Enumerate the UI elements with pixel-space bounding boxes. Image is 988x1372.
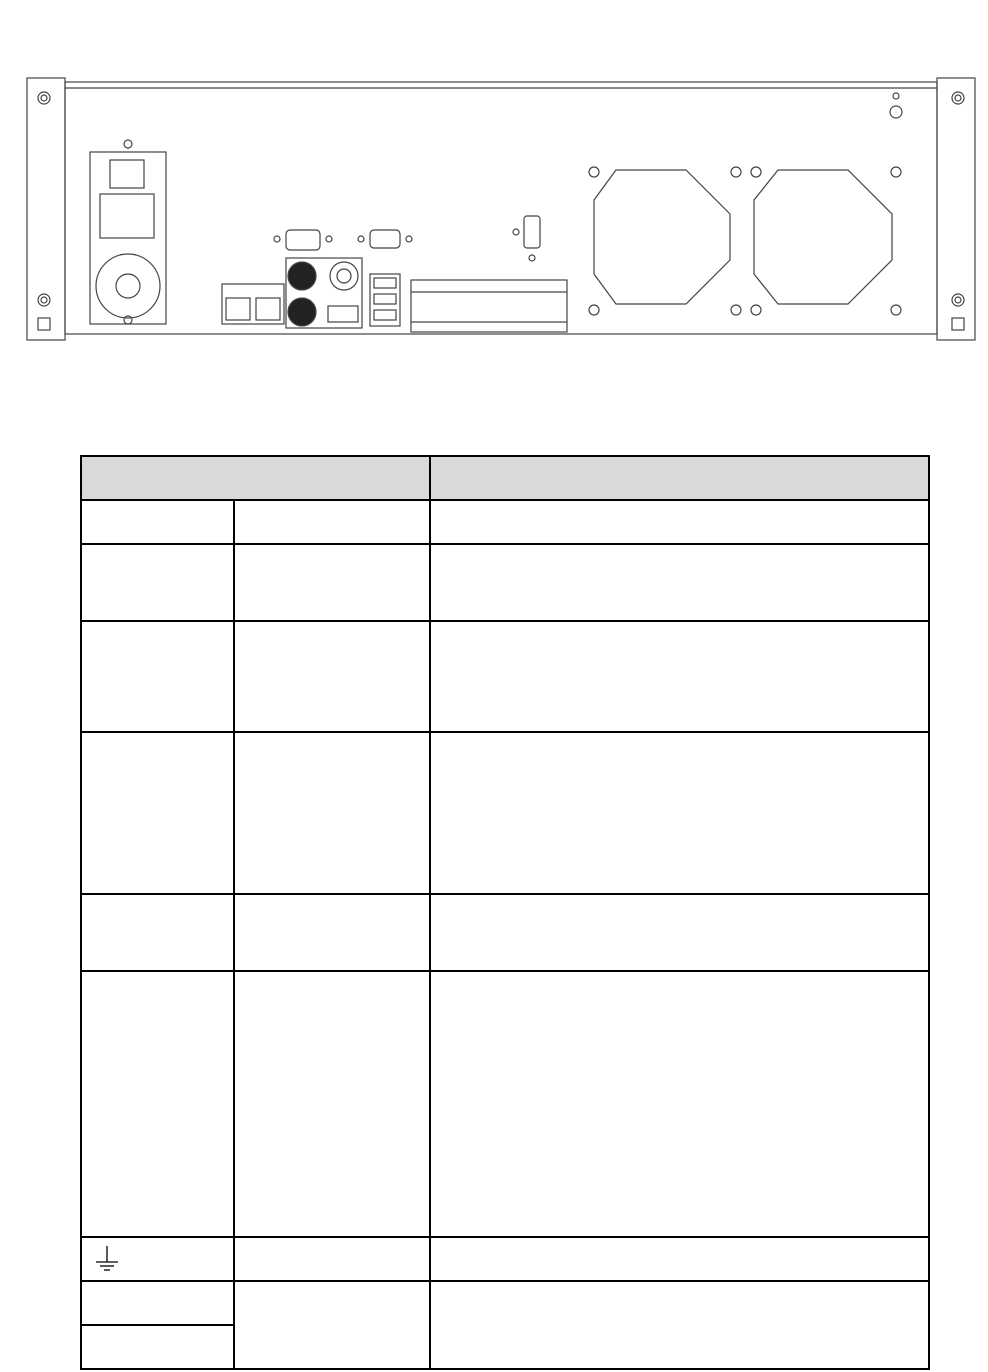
- table-cell: [81, 500, 234, 544]
- table-cell: [430, 732, 929, 894]
- table-cell: [430, 500, 929, 544]
- table-cell: [234, 971, 430, 1237]
- table-cell: [234, 894, 430, 971]
- ground-screw: [890, 106, 902, 118]
- ground-symbol-icon: [94, 1244, 120, 1274]
- table-row: [81, 732, 929, 894]
- rear-panel-illustration: [26, 74, 976, 344]
- table-header-row: [81, 456, 929, 500]
- video-out-port: [330, 262, 358, 290]
- left-rack-ear: [27, 78, 65, 340]
- table-cell: [234, 621, 430, 732]
- hdmi-port: [328, 306, 358, 322]
- brand-logo: [8, 4, 128, 44]
- table-cell: [430, 1281, 929, 1369]
- lan-ports: [222, 284, 284, 324]
- table-cell: [430, 971, 929, 1237]
- hdmi-side-port: [524, 216, 540, 248]
- table-row: [81, 621, 929, 732]
- table-cell-ground: [81, 1237, 234, 1281]
- fan-grille-right: [754, 170, 892, 304]
- chassis-outline: [65, 82, 937, 334]
- table-cell: [81, 1281, 234, 1325]
- alarm-terminal-block: [411, 280, 567, 332]
- table-header-cell: [81, 456, 430, 500]
- table-cell: [81, 544, 234, 621]
- table-row: [81, 1237, 929, 1281]
- table-cell: [81, 732, 234, 894]
- table-cell: [234, 1237, 430, 1281]
- table-header-cell: [430, 456, 929, 500]
- table-cell: [234, 544, 430, 621]
- power-switch: [110, 160, 144, 188]
- table-row: [81, 971, 929, 1237]
- table-row: [81, 500, 929, 544]
- table-row: [81, 544, 929, 621]
- table-cell: [81, 621, 234, 732]
- table-cell: [430, 1237, 929, 1281]
- table-cell: [430, 894, 929, 971]
- power-inlet: [100, 194, 154, 238]
- table-cell: [430, 544, 929, 621]
- vga-port: [286, 230, 320, 250]
- table-cell: [81, 971, 234, 1237]
- port-description-table: [80, 455, 930, 1370]
- rs232-port: [370, 230, 400, 248]
- right-rack-ear: [937, 78, 975, 340]
- table-cell: [234, 500, 430, 544]
- table-row: [81, 894, 929, 971]
- fan-grille-left: [594, 170, 730, 304]
- table-cell: [234, 732, 430, 894]
- table-row: [81, 1281, 929, 1325]
- table-cell: [81, 894, 234, 971]
- table-cell: [234, 1281, 430, 1369]
- mic-port: [288, 262, 316, 290]
- psu-fan: [96, 254, 160, 318]
- table-cell: [81, 1325, 234, 1369]
- table-cell: [430, 621, 929, 732]
